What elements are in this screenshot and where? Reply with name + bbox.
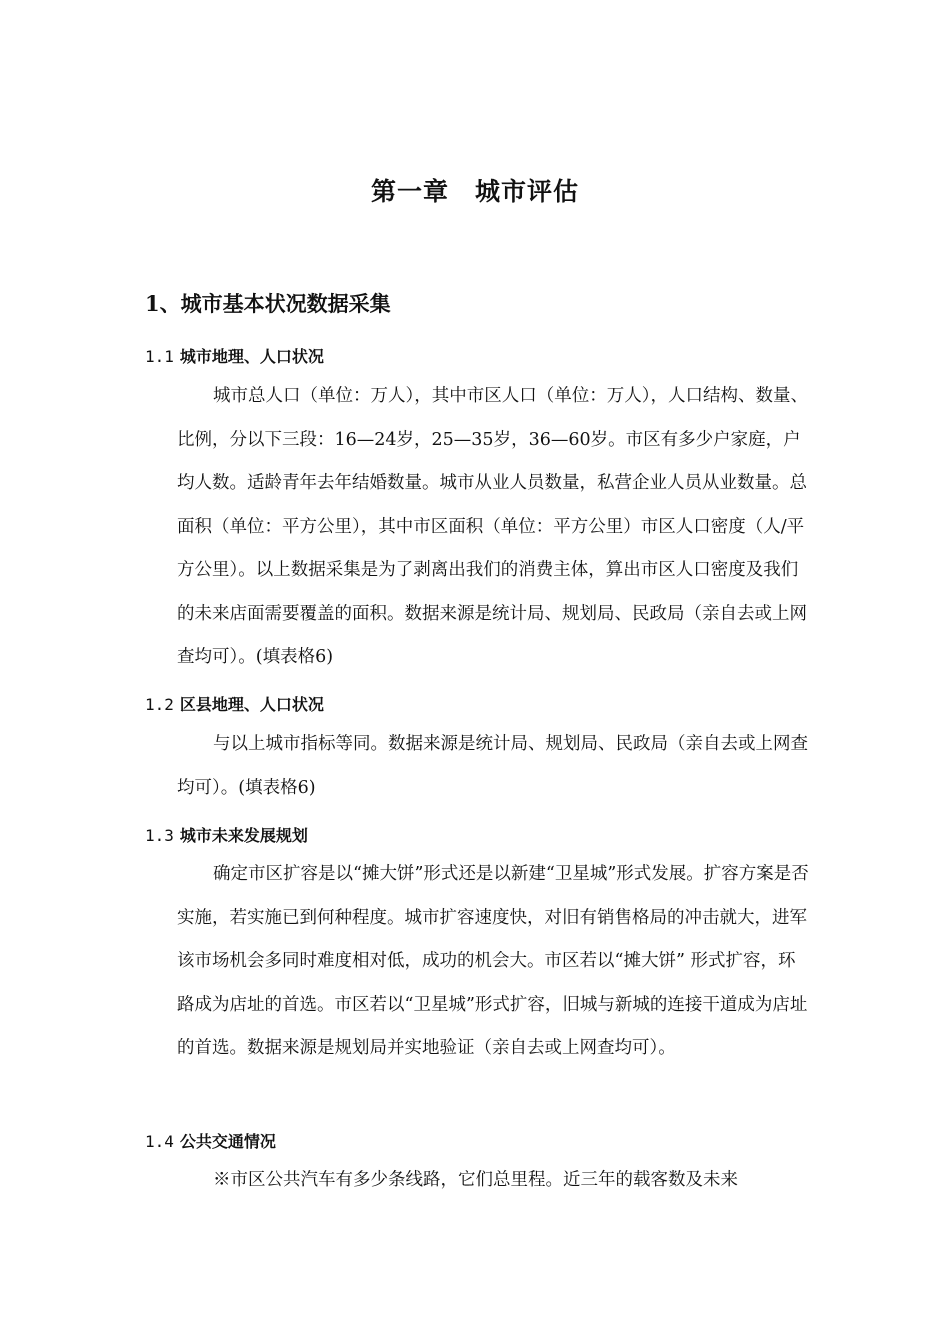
subsection-number: 1.3: [145, 826, 174, 845]
paragraph-1-2: 与以上城市指标等同。数据来源是统计局、规划局、民政局（亲自去或上网查均可）。(填表格6): [177, 734, 808, 798]
subsection-title: 城市地理、人口状况: [179, 347, 324, 366]
subsection-title: 公共交通情况: [179, 1132, 276, 1151]
subsection-heading-1-2: [145, 692, 324, 715]
subsection-number: 1.1: [145, 347, 174, 366]
subsection-heading-1-1: [145, 344, 324, 367]
subsection-heading-1-3: [145, 823, 308, 846]
subsection-title: 城市未来发展规划: [179, 826, 308, 845]
subsection-number: 1.4: [145, 1132, 174, 1151]
subsection-number: 1.2: [145, 695, 174, 714]
subsection-heading-1-4: [145, 1129, 276, 1152]
subsection-title: 区县地理、人口状况: [179, 695, 324, 714]
paragraph-1-1: 城市总人口（单位：万人），其中市区人口（单位：万人），人口结构、数量、比例，分以下三段：16—24岁，25—35岁，36—60岁。市区有多少户家庭，户均人数。适龄青年去年结婚数量。城市从业人员数量，私营企业人员从业数量。总面积（单位：平方公里），其中市区面积（单位：平方公里）市区人口密度（人/平方公里）。以上数据采集是为了剥离出我们的消费主体，算出市区人口密度及我们的未来店面需要覆盖的面积。数据来源是统计局、规划局、民政局（亲自去或上网查均可）。(填表格6): [177, 386, 808, 667]
paragraph-1-3: 确定市区扩容是以“摊大饼”形式还是以新建“卫星城”形式发展。扩容方案是否实施，若实施已到何种程度。城市扩容速度快，对旧有销售格局的冲击就大，进军该市场机会多同时难度相对低，成功的机会大。市区若以“摊大饼” 形式扩容，环路成为店址的首选。市区若以“卫星城”形式扩容，旧城与新城的连接干道成为店址的首选。数据来源是规划局并实地验证（亲自去或上网查均可）。: [177, 864, 809, 1058]
paragraph-1-4: ※市区公共汽车有多少条线路，它们总里程。近三年的载客数及未来: [213, 1170, 738, 1190]
section-title: 1、城市基本状况数据采集: [145, 291, 391, 316]
chapter-title: 第一章 城市评估: [370, 177, 579, 206]
